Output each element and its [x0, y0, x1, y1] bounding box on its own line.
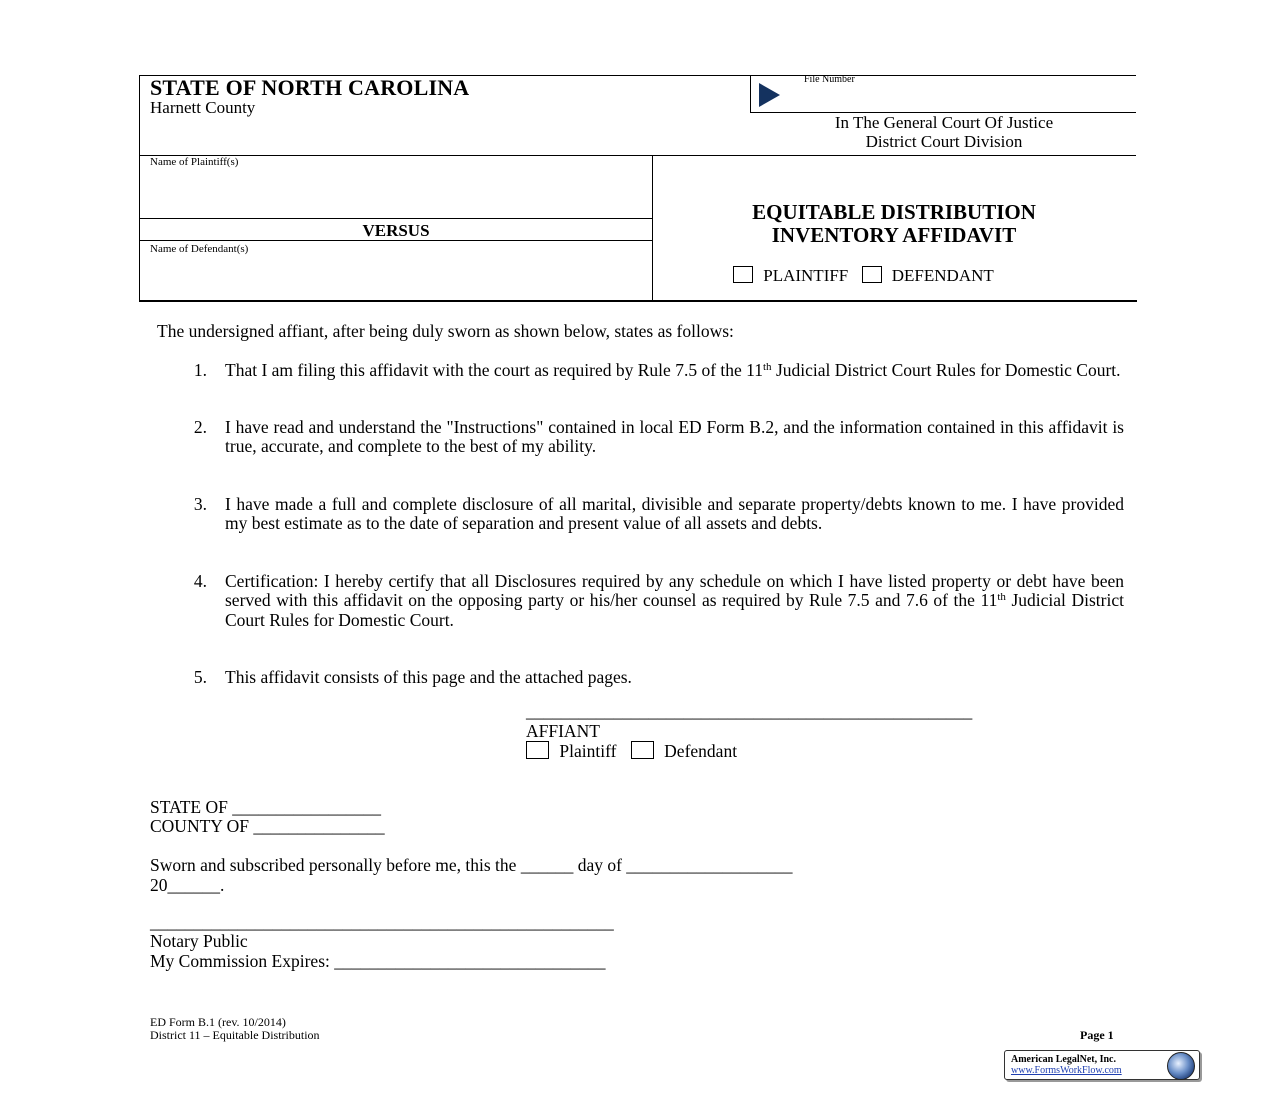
sworn-statement-line1[interactable]: Sworn and subscribed personally before me, this the ______ day of ___________________ [150, 855, 793, 875]
list-item-number: 2. [193, 417, 207, 437]
list-item-number: 5. [193, 667, 207, 687]
plaintiff-name-label: Name of Plaintiff(s) [150, 156, 239, 168]
court-name-line2: District Court Division [865, 132, 1023, 151]
court-name-line1: In The General Court Of Justice [834, 113, 1054, 132]
county-name: Harnett County [150, 98, 256, 117]
versus-label: VERSUS [362, 221, 430, 240]
list-item-text: This affidavit consists of this page and the attached pages. [225, 667, 632, 687]
list-item-number: 3. [193, 494, 207, 514]
plaintiff-option-label: PLAINTIFF [763, 266, 849, 285]
defendant-name-label: Name of Defendant(s) [150, 243, 249, 255]
intro-statement: The undersigned affiant, after being duly sworn as shown below, states as follows: [157, 321, 734, 341]
page-number: Page 1 [1080, 1028, 1114, 1042]
logo-url-link[interactable]: www.FormsWorkFlow.com [1011, 1065, 1122, 1076]
file-number-label: File Number [804, 74, 855, 85]
sworn-statement-line2[interactable]: 20______. [150, 875, 225, 895]
header-bottom-rule [139, 300, 1137, 302]
affiant-plaintiff-checkbox[interactable] [526, 741, 549, 759]
form-title-line1: EQUITABLE DISTRIBUTION [752, 200, 1036, 224]
state-heading: STATE OF NORTH CAROLINA [150, 75, 470, 100]
list-item-text: That I am filing this affidavit with the court as required by Rule 7.5 of the 11th Judicial District Court Rules for Domestic Court. [225, 360, 1121, 380]
plaintiff-checkbox[interactable] [733, 266, 753, 283]
american-legalnet-logo[interactable] [1004, 1050, 1200, 1080]
versus-top-rule [139, 218, 652, 219]
list-item-number: 4. [193, 571, 207, 591]
file-number-field[interactable] [790, 86, 1130, 108]
notary-county-line[interactable]: COUNTY OF _______________ [150, 816, 385, 836]
list-item-text: I have made a full and complete disclosure of all marital, divisible and separate property/debts known to me. I have provided my best estimate as to the date of separation and present value of all assets and debts. [225, 494, 1124, 534]
commission-expires-line[interactable]: My Commission Expires: _______________________________ [150, 951, 606, 971]
list-item-text: I have read and understand the "Instructions" contained in local ED Form B.2, and the information contained in this affidavit is true, accurate, and complete to the best of my ability. [225, 417, 1124, 457]
globe-icon [1167, 1052, 1195, 1080]
affiant-defendant-label: Defendant [664, 741, 738, 761]
header-mid-rule [139, 155, 1136, 156]
list-item-number: 1. [193, 360, 207, 380]
affiant-defendant-checkbox[interactable] [631, 741, 654, 759]
plaintiff-name-field[interactable] [145, 172, 645, 214]
affiant-plaintiff-label: Plaintiff [559, 741, 617, 761]
defendant-name-field[interactable] [145, 258, 645, 296]
filer-type-options [733, 266, 994, 286]
file-number-left-rule [750, 75, 751, 112]
notary-state-line[interactable]: STATE OF _________________ [150, 797, 381, 817]
form-id: ED Form B.1 (rev. 10/2014) [150, 1015, 286, 1029]
logo-company-name: American LegalNet, Inc. [1011, 1054, 1116, 1065]
defendant-checkbox[interactable] [862, 266, 882, 283]
form-title-line2: INVENTORY AFFIDAVIT [771, 223, 1017, 247]
notary-public-label: Notary Public [150, 931, 248, 951]
list-item-text: Certification: I hereby certify that all Disclosures required by any schedule on which I have listed property or debt have been served with this affidavit on the opposing party or his/her counsel as required by Rule 7.5 and 7.6 of the 11th Judicial District Court Rules for Domestic Court. [225, 571, 1124, 630]
notary-signature-line[interactable]: _____________________________________________________ [150, 912, 614, 932]
file-number-arrow-icon [759, 83, 781, 107]
header-left-rule [139, 75, 140, 302]
affiant-label: AFFIANT [526, 721, 600, 741]
district-label: District 11 – Equitable Distribution [150, 1028, 320, 1042]
affiant-signature-line[interactable]: ___________________________________________________ [526, 701, 973, 721]
defendant-option-label: DEFENDANT [891, 266, 994, 285]
affiant-role-options [526, 741, 737, 761]
